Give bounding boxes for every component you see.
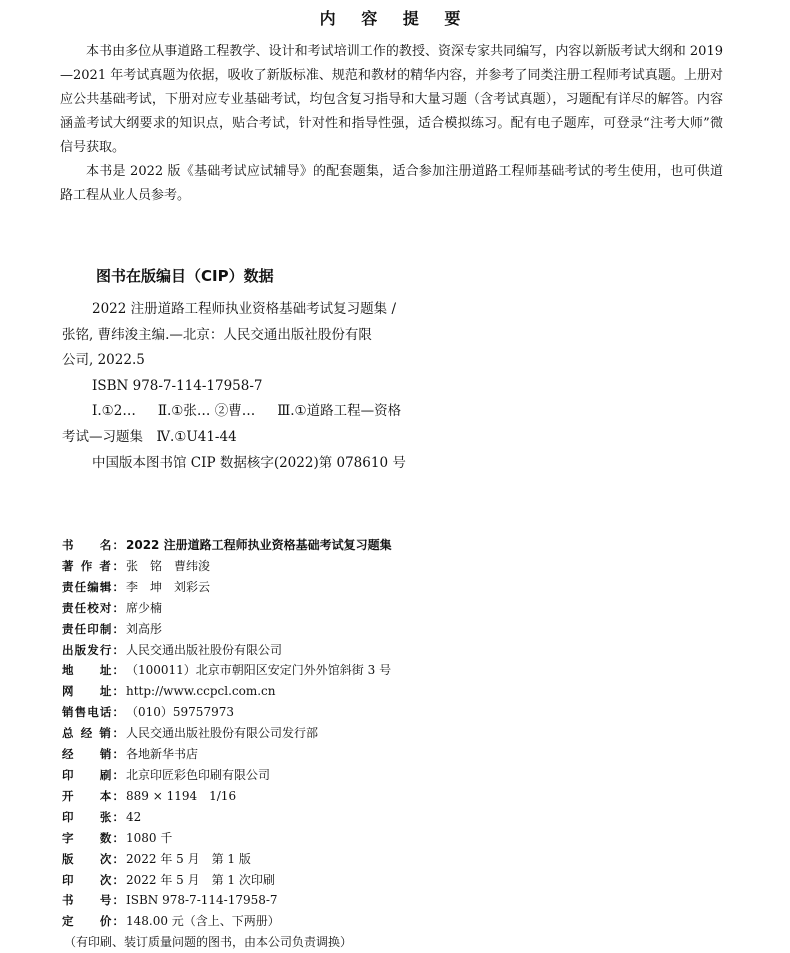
colophon-label: 网 址：: [62, 684, 124, 699]
summary-section: [60, 40, 723, 208]
colophon-row: [62, 598, 662, 619]
colophon-row: [62, 765, 662, 786]
colophon-note-text: （有印刷、装订质量问题的图书，由本公司负责调换）: [64, 935, 353, 950]
colophon-value: 北京印匠彩色印刷有限公司: [126, 767, 271, 782]
colophon-value: 1080 千: [126, 830, 173, 845]
colophon-label: 字 数：: [62, 830, 124, 845]
cip-classification-cont: 考试—习题集 Ⅳ.①U41-44: [62, 428, 237, 445]
colophon-value: 148.00 元（含上、下两册）: [126, 914, 280, 929]
cip-line: 张铭, 曹纬浚主编.—北京：人民交通出版社股份有限: [62, 326, 372, 343]
colophon-value: （010）59757973: [126, 705, 234, 720]
colophon-row: [62, 556, 662, 577]
colophon-row: [62, 744, 662, 765]
cip-number: 中国版本图书馆 CIP 数据核字(2022)第 078610 号: [92, 454, 406, 471]
colophon-label: 经 销：: [62, 747, 124, 762]
colophon-row: [62, 577, 662, 598]
colophon-row: [62, 890, 662, 911]
cip-line: 公司, 2022.5: [62, 352, 145, 369]
colophon-row: [62, 660, 662, 681]
colophon-row: [62, 828, 662, 849]
colophon-value: 2022 年 5 月 第 1 版: [126, 851, 251, 866]
cip-class-item: Ⅲ.①道路工程—资格: [277, 403, 402, 420]
colophon-value: http://www.ccpcl.com.cn: [126, 684, 276, 699]
colophon-label: 责任印制：: [62, 621, 124, 636]
colophon-label: 总 经 销：: [62, 726, 124, 741]
colophon-value: 人民交通出版社股份有限公司发行部: [126, 726, 319, 741]
colophon-row: [62, 807, 662, 828]
summary-paragraph: 本书由多位从事道路工程教学、设计和考试培训工作的教授、资深专家共同编写，内容以新版考试大纲和 2019—2021 年考试真题为依据，吸收了新版标准、规范和教材的精华内容，并参考了同类注册工程师考试真题。上册对应公共基础考试，下册对应专业基础考试，均包含复习指导和大量习题（含考试真题），习题配有详尽的解答。内容涵盖考试大纲要求的知识点，贴合考试，针对性和指导性强，适合模拟练习。配有电子题库，可登录“注考大师”微信号获取。: [60, 44, 723, 155]
summary-paragraph: 本书是 2022 版《基础考试应试辅导》的配套题集，适合参加注册道路工程师基础考试的考生使用，也可供道路工程从业人员参考。: [60, 164, 723, 203]
colophon-value: 张 铭 曹纬浚: [126, 558, 211, 573]
colophon-note: [62, 932, 662, 953]
colophon-row: [62, 535, 662, 556]
colophon-row: [62, 702, 662, 723]
colophon-value: 2022 年 5 月 第 1 次印刷: [126, 872, 275, 887]
colophon: [62, 535, 662, 953]
colophon-label: 书 名：: [62, 538, 124, 552]
cip-line: 2022 注册道路工程师执业资格基础考试复习题集 /: [92, 301, 396, 317]
colophon-row: [62, 723, 662, 744]
colophon-label: 书 号：: [62, 893, 124, 908]
colophon-label: 著 作 者：: [62, 558, 124, 573]
colophon-label: 责任校对：: [62, 600, 124, 615]
cip-class-item: Ⅱ.①张… ②曹…: [157, 403, 256, 420]
colophon-label: 出版发行：: [62, 642, 124, 657]
colophon-label: 印 次：: [62, 872, 124, 887]
cip-classification: [62, 399, 442, 425]
colophon-row: [62, 640, 662, 661]
colophon-label: 地 址：: [62, 663, 124, 678]
colophon-value: 席少楠: [126, 600, 163, 615]
colophon-value: 42: [126, 809, 142, 824]
cip-data-block: [62, 297, 442, 476]
colophon-value: ISBN 978-7-114-17958-7: [126, 893, 278, 908]
colophon-row: [62, 911, 662, 932]
colophon-row: [62, 681, 662, 702]
colophon-row: [62, 849, 662, 870]
colophon-row: [62, 619, 662, 640]
colophon-value: 刘高彤: [126, 621, 163, 636]
colophon-label: 印 刷：: [62, 767, 124, 782]
colophon-label: 销售电话：: [62, 705, 124, 720]
summary-title: 内 容 提 要: [319, 9, 471, 28]
colophon-label: 定 价：: [62, 914, 124, 929]
cip-heading: 图书在版编目（CIP）数据: [96, 267, 274, 285]
colophon-label: 印 张：: [62, 809, 124, 824]
colophon-value: 人民交通出版社股份有限公司: [126, 642, 283, 657]
colophon-value: 各地新华书店: [126, 747, 199, 762]
cip-class-item: Ⅰ.①2…: [92, 403, 136, 420]
colophon-value: 2022 注册道路工程师执业资格基础考试复习题集: [126, 538, 392, 552]
colophon-label: 开 本：: [62, 788, 124, 803]
colophon-row: [62, 870, 662, 891]
colophon-label: 版 次：: [62, 851, 124, 866]
colophon-label: 责任编辑：: [62, 579, 124, 594]
colophon-value: 889 × 1194 1/16: [126, 788, 237, 803]
colophon-value: 李 坤 刘彩云: [126, 579, 211, 594]
colophon-value: （100011）北京市朝阳区安定门外外馆斜街 3 号: [126, 663, 392, 678]
colophon-row: [62, 786, 662, 807]
cip-isbn: ISBN 978-7-114-17958-7: [92, 377, 263, 394]
